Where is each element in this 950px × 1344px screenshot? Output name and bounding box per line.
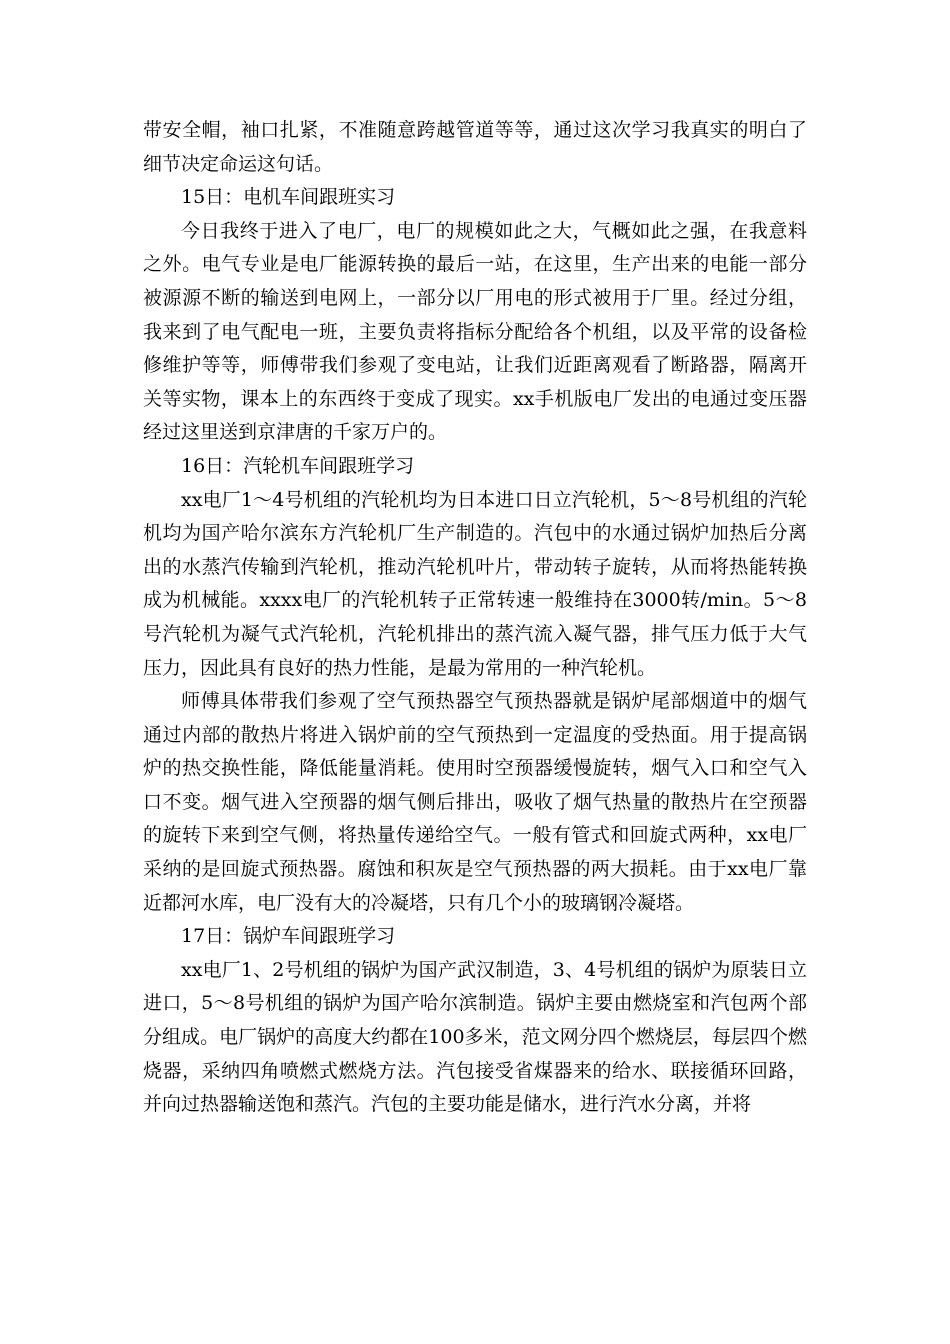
paragraph-boiler: xx电厂1、2号机组的锅炉为国产武汉制造，3、4号机组的锅炉为原装日立进口，5～8号机组的锅炉为国产哈尔滨制造。锅炉主要由燃烧室和汽包两个部分组成。电厂锅炉的高度大约都在100多米，范文网分四个燃烧层，每层四个燃烧器，采纳四角喷燃式燃烧方法。汽包接受省煤器来的给水、联接循环回路，并向过热器输送饱和蒸汽。汽包的主要功能是储水，进行汽水分离，并将 (143, 958, 807, 1116)
heading-day-15: 15日：电机车间跟班实习 (181, 186, 396, 209)
paragraph-turbine: xx电厂1～4号机组的汽轮机均为日本进口日立汽轮机，5～8号机组的汽轮机均为国产哈尔滨东方汽轮机厂生产制造的。汽包中的水通过锅炉加热后分离出的水蒸汽传输到汽轮机，推动汽轮机叶片，带动转子旋转，从而将热能转换成为机械能。xxxx电厂的汽轮机转子正常转速一般维持在3000转/min。5～8号汽轮机为凝气式汽轮机，汽轮机排出的蒸汽流入凝气器，排气压力低于大气压力，因此具有良好的热力性能，是最为常用的一种汽轮机。 (143, 488, 807, 679)
heading-day-16: 16日：汽轮机车间跟班学习 (181, 454, 415, 477)
paragraph-air-preheater: 师傅具体带我们参观了空气预热器空气预热器就是锅炉尾部烟道中的烟气通过内部的散热片将进入锅炉前的空气预热到一定温度的受热面。用于提高锅炉的热交换性能，降低能量消耗。使用时空预器缓慢旋转，烟气入口和空气入口不变。烟气进入空预器的烟气侧后排出，吸收了烟气热量的散热片在空预器的旋转下来到空气侧，将热量传递给空气。一般有管式和回旋式两种，xx电厂采纳的是回旋式预热器。腐蚀和积灰是空气预热器的两大损耗。由于xx电厂靠近都河水库，电厂没有大的冷凝塔，只有几个小的玻璃钢冷凝塔。 (143, 690, 807, 914)
heading-day-17: 17日：锅炉车间跟班学习 (181, 925, 396, 948)
document-body (143, 114, 807, 1122)
paragraph-electrical: 今日我终于进入了电厂，电厂的规模如此之大，气概如此之强，在我意料之外。电气专业是电厂能源转换的最后一站，在这里，生产出来的电能一部分被源源不断的输送到电网上，一部分以厂用电的形式被用于厂里。经过分组，我来到了电气配电一班，主要负责将指标分配给各个机组，以及平常的设备检修维护等等，师傅带我们参观了变电站，让我们近距离观看了断路器，隔离开关等实物，课本上的东西终于变成了现实。xx手机版电厂发出的电通过变压器经过这里送到京津唐的千家万户的。 (143, 219, 807, 444)
paragraph-continuation: 带安全帽，袖口扎紧，不准随意跨越管道等等，通过这次学习我真实的明白了细节决定命运这句话。 (143, 119, 807, 175)
